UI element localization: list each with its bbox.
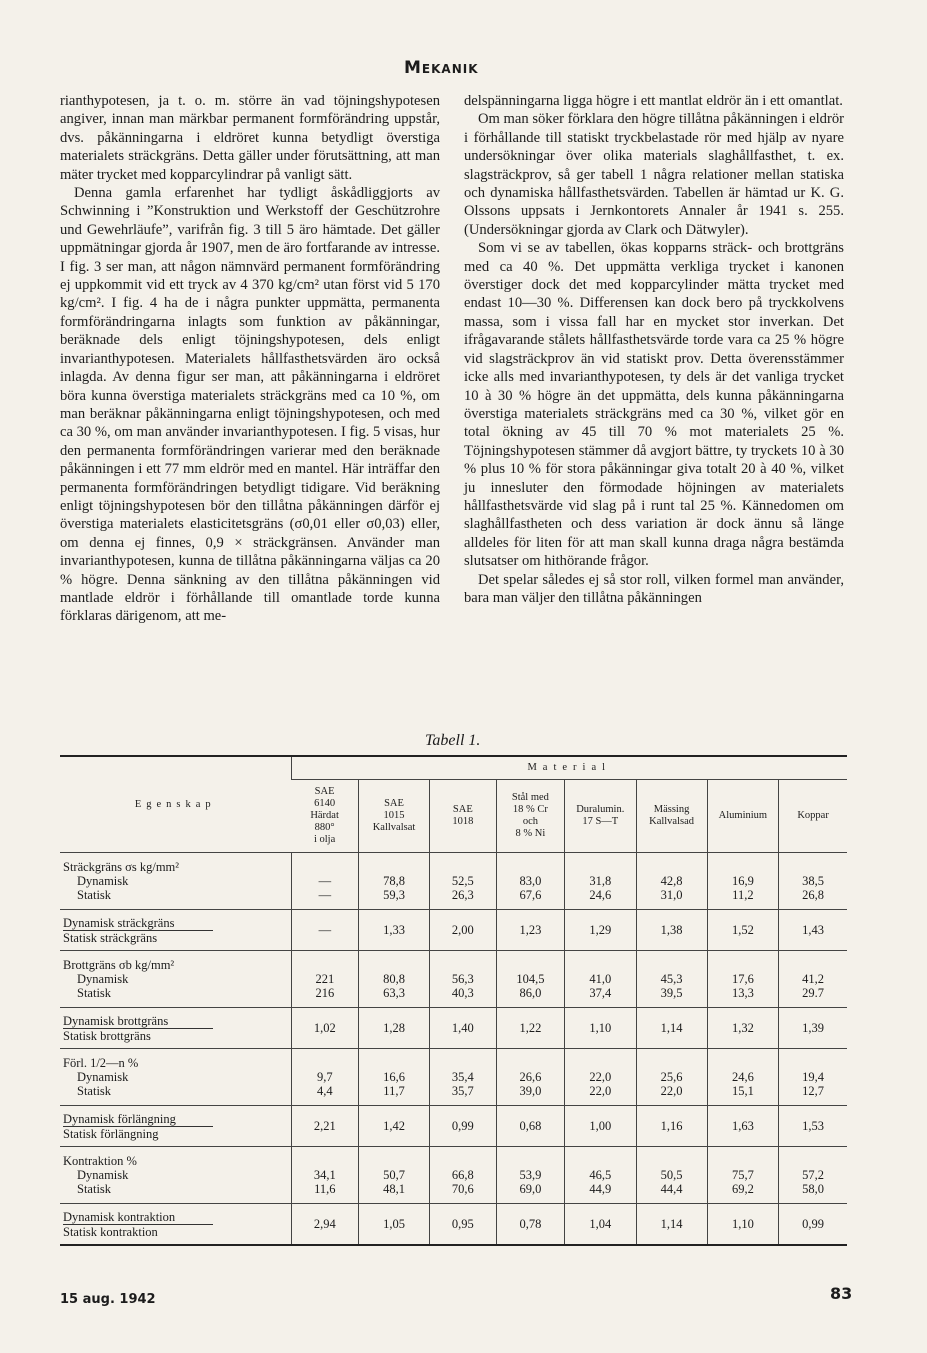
cell-value: 1,10 (589, 1021, 612, 1035)
cell-value: 0,95 (451, 1217, 474, 1231)
cell-value: 40,3 (451, 986, 474, 1000)
property-cell (60, 1147, 291, 1204)
value-cell (564, 951, 636, 1008)
cell-value: 0,78 (519, 1217, 542, 1231)
cell-value: 2,94 (313, 1217, 336, 1231)
row-label: Statisk (77, 1182, 112, 1196)
row-label: Dynamisk (77, 1168, 129, 1182)
cell-value: 12,7 (802, 1084, 825, 1098)
value-cell (779, 1008, 847, 1049)
cell-value: 83,0 (519, 874, 542, 888)
cell-value: 35,7 (451, 1084, 474, 1098)
value-cell (359, 910, 430, 951)
cell-value: 69,0 (519, 1182, 542, 1196)
cell-value: 69,2 (731, 1182, 754, 1196)
cell-value: 70,6 (451, 1182, 474, 1196)
value-cell (564, 1106, 636, 1147)
value-cell (636, 853, 707, 910)
cell-value: 1,14 (660, 1021, 683, 1035)
cell-value: 1,10 (731, 1217, 754, 1231)
value-cell (636, 1008, 707, 1049)
cell-value: 48,1 (383, 1182, 405, 1196)
property-header: Egenskap (134, 798, 216, 810)
table-row (60, 1049, 847, 1106)
cell-value: 1,22 (519, 1021, 542, 1035)
value-cell (636, 1147, 707, 1204)
property-cell (60, 853, 291, 910)
value-cell (636, 1204, 707, 1246)
table-caption: Tabell 1. (425, 732, 481, 749)
cell-value: 31,0 (660, 888, 683, 902)
column-header-line: Stål med (511, 792, 549, 803)
cell-value: 17,6 (731, 972, 754, 986)
cell-value: 58,0 (802, 1182, 825, 1196)
cell-value: — (318, 888, 332, 902)
cell-value: 1,00 (589, 1119, 612, 1133)
table-row (60, 853, 847, 910)
cell-value: 15,1 (731, 1084, 754, 1098)
cell-value: 24,6 (731, 1070, 754, 1084)
row-label: Dynamisk (77, 874, 129, 888)
cell-value: 1,53 (802, 1119, 825, 1133)
paragraph: Det spelar således ej så stor roll, vilken formel man använder, bara man väljer den tillåtna påkänningen (464, 571, 844, 606)
cell-value: 2,00 (451, 923, 474, 937)
cell-value: 216 (315, 986, 335, 1000)
row-label: Dynamisk (77, 972, 129, 986)
column-header-line: 1018 (452, 816, 474, 827)
row-label: Statisk (77, 986, 112, 1000)
property-cell (60, 1106, 291, 1147)
cell-value: 1,04 (589, 1217, 612, 1231)
cell-value: 44,4 (660, 1182, 683, 1196)
paragraph: Som vi se av tabellen, ökas kopparns sträck- och brottgräns med ca 40 %. Det uppmätta verkliga trycket i kanonen överstiger dock det med kopparcylinder mätta trycket med endast 10—30 %. Differensen kan dock bero på tryckkolvens massa, som i vissa fall har en mycket stor inverkan. Det ifrågavarande stålets hållfasthetsvärde torde vara ca 25 % högre vid slagsträckprov än vid statiskt prov. Detta överensstämmer icke alls med invarianthypotesen, ty dels är det vanliga trycket 10 à 30 % högre än det uppmätta, dels kunna påkänningarna överstiga materialets sträckgräns med ca 30 %, vilket gör en total ökning av 45 till 70 % mot materialets 25 %. Töjningshypotesen stämmer då avgjort bättre, ty tryckets 10 à 30 % plus 10 % för stora påkänningar giva totalt 20 à 40 %, vilket ju innesluter den förmodade höjningen av materialets hållfasthetsvärde vid slag på i runt tal 25 %. Kännedomen om slaghållfastheten och dess variation är dock ännu så länge alldeles för liten för att man skall kunna draga några bestämda slutsatser om hithörande frågor. (464, 240, 844, 570)
cell-value: 29.7 (802, 986, 825, 1000)
table-row (60, 1106, 847, 1147)
group-label: Kontraktion % (63, 1154, 137, 1168)
table-row (60, 1204, 847, 1246)
cell-value: 1,43 (802, 923, 825, 937)
row-label: Statisk (77, 1084, 112, 1098)
value-cell (291, 910, 359, 951)
cell-value: 11,2 (732, 888, 754, 902)
column-header (779, 780, 847, 853)
value-cell (564, 1204, 636, 1246)
cell-value: 2,21 (313, 1119, 336, 1133)
value-cell (779, 1049, 847, 1106)
right-column (464, 92, 844, 607)
ratio-denominator: Statisk förlängning (63, 1126, 159, 1141)
cell-value: 26,8 (802, 888, 825, 902)
cell-value: 22,0 (589, 1070, 612, 1084)
section-header: Mekanik (404, 58, 479, 78)
row-label: Dynamisk (77, 1070, 129, 1084)
cell-value: 50,7 (383, 1168, 405, 1182)
value-cell (496, 1147, 564, 1204)
value-cell (291, 1204, 359, 1246)
value-cell (707, 951, 779, 1008)
table-body (60, 853, 847, 1246)
column-header (636, 780, 707, 853)
paragraph: Om man söker förklara den högre tillåtna påkänningen i eldrör i förhållande till statiskt tryckbelastade rör med hjälp av nyare undersökningar över olika materials slaghållfasthet, t. ex. slagsträckprov, så ger tabell 1 några relationer mellan statiska och dynamiska hållfasthetsvärden. Tabellen är hämtad ur K. G. Olssons uppsats i Jernkontorets Annaler år 1941 s. 255. (Undersökningar gjorda av Clark och Dätwyler). (464, 111, 844, 238)
cell-value: 22,0 (660, 1084, 683, 1098)
value-cell (359, 1008, 430, 1049)
value-cell (707, 1204, 779, 1246)
value-cell (429, 1106, 496, 1147)
value-cell (496, 910, 564, 951)
ratio-numerator: Dynamisk brottgräns (63, 1014, 213, 1029)
value-cell (779, 910, 847, 951)
column-header-line: Kallvalsat (372, 822, 416, 833)
value-cell (636, 951, 707, 1008)
value-cell (429, 951, 496, 1008)
cell-value: 53,9 (519, 1168, 542, 1182)
value-cell (636, 1049, 707, 1106)
cell-value: 38,5 (802, 874, 825, 888)
value-cell (496, 1106, 564, 1147)
column-header-line: Mässing (653, 804, 690, 815)
value-cell (359, 1204, 430, 1246)
value-cell (429, 853, 496, 910)
value-cell (359, 951, 430, 1008)
column-header (429, 780, 496, 853)
value-cell (707, 1147, 779, 1204)
property-cell (60, 910, 291, 951)
cell-value: 11,6 (314, 1182, 336, 1196)
property-cell (60, 1008, 291, 1049)
value-cell (636, 910, 707, 951)
cell-value: — (318, 923, 332, 937)
value-cell (291, 951, 359, 1008)
cell-value: 1,42 (383, 1119, 405, 1133)
cell-value: 35,4 (451, 1070, 474, 1084)
cell-value: 46,5 (589, 1168, 612, 1182)
cell-value: 24,6 (589, 888, 612, 902)
column-header-line: 8 % Ni (515, 828, 546, 839)
paragraph: Denna gamla erfarenhet har tydligt åskådliggjorts av Schwinning i ”Konstruktion und Werkstoff der Geschützrohre und Gewehrläufe”, varifrån fig. 3 till 5 äro hämtade. Det gäller uppmätningar gjorda år 1907, men de äro fortfarande av intresse. I fig. 3 ser man, att någon nämnvärd permanent formförändring ej uppkommit vid ett tryck av 4 370 kg/cm² utan först vid 5 170 kg/cm². I fig. 4 ha de i några punkter uppmätta, permanenta formförändringarna inlagts som funktion av påkänningar, beräknade dels enligt töjningshypotesen, dels enligt invarianthypotesen. Materialets hållfasthetsvärden äro också inlagda. Av denna figur ser man, att påkänningarna i eldröret böra kunna överstiga materialets sträckgräns med ca 10 %, om man beräknar påkänningarna enligt töjningshypotesen, och med ca 30 %, om man använder invarianthypotesen. I fig. 5 visas, hur den permanenta formförändringen varierar med den beräknade påkänningen i ett 77 mm eldrör med en mantel. Här inträffar den permanenta formförändringen betydligt tidigare. Vid beräkning enligt töjningshypotesen bör den tillåtna påkänningen därför ej överstiga materialets elasticitetsgräns (σ0,01 eller σ0,03) eller, om denna ej finnes, 0,9 × sträckgränsen. Använder man invarianthypotesen, kunna de tillåtna påkänningarna väljas ca 20 % högre. Denna sänkning av den tillåtna påkänningen vid mantlade eldrör i förhållande till omantlade torde kunna förklaras därigenom, att me- (60, 185, 440, 625)
cell-value: 41,0 (589, 972, 612, 986)
property-cell (60, 1049, 291, 1106)
column-header-line: Duralumin. (576, 804, 625, 815)
value-cell (496, 1049, 564, 1106)
cell-value: 1,39 (802, 1021, 825, 1035)
column-header-line: i olja (313, 834, 336, 845)
value-cell (779, 1106, 847, 1147)
cell-value: 42,8 (660, 874, 683, 888)
column-header (359, 780, 430, 853)
value-cell (429, 1147, 496, 1204)
cell-value: 39,5 (660, 986, 683, 1000)
value-cell (359, 1049, 430, 1106)
table-row (60, 910, 847, 951)
ratio-numerator: Dynamisk sträckgräns (63, 916, 213, 931)
paragraph: rianthypotesen, ja t. o. m. större än vad töjningshypotesen angiver, innan man märkbar permanent formförändring uppstår, dvs. påkänningarna i eldröret kunna betydligt överstiga materialets sträckgräns. Detta gäller under förutsättning, att man mäter trycket med kopparcylindrar på vanligt sätt. (60, 93, 440, 183)
value-cell (359, 853, 430, 910)
cell-value: 45,3 (660, 972, 683, 986)
value-cell (564, 1147, 636, 1204)
column-header-line: 880° (314, 822, 335, 833)
column-header (496, 780, 564, 853)
cell-value: 78,8 (383, 874, 405, 888)
cell-value: 50,5 (660, 1168, 683, 1182)
row-label: Statisk (77, 888, 112, 902)
cell-value: 67,6 (519, 888, 542, 902)
left-column (60, 92, 440, 626)
value-cell (291, 1049, 359, 1106)
cell-value: 26,3 (451, 888, 474, 902)
value-cell (429, 1204, 496, 1246)
cell-value: 25,6 (660, 1070, 683, 1084)
value-cell (359, 1106, 430, 1147)
cell-value: 1,32 (731, 1021, 754, 1035)
property-cell (60, 951, 291, 1008)
cell-value: 44,9 (589, 1182, 612, 1196)
column-header-line: 6140 (314, 798, 336, 809)
column-header-line: SAE (384, 798, 404, 809)
cell-value: 39,0 (519, 1084, 542, 1098)
cell-value: 1,52 (731, 923, 754, 937)
column-header (564, 780, 636, 853)
cell-value: 34,1 (313, 1168, 336, 1182)
value-cell (291, 1008, 359, 1049)
value-cell (779, 1147, 847, 1204)
value-cell (564, 1008, 636, 1049)
table-row (60, 1147, 847, 1204)
column-header-line: 18 % Cr (512, 804, 548, 815)
value-cell (496, 1204, 564, 1246)
cell-value: — (318, 874, 332, 888)
value-cell (291, 853, 359, 910)
value-cell (496, 853, 564, 910)
value-cell (564, 1049, 636, 1106)
cell-value: 1,14 (660, 1217, 683, 1231)
column-header (291, 780, 359, 853)
page-number: 83 (830, 1284, 853, 1303)
ratio-denominator: Statisk sträckgräns (63, 930, 158, 945)
value-cell (429, 1049, 496, 1106)
cell-value: 31,8 (589, 874, 612, 888)
value-cell (779, 1204, 847, 1246)
value-cell (564, 910, 636, 951)
column-header (707, 780, 779, 853)
value-cell (429, 1008, 496, 1049)
material-header: Material (291, 756, 847, 780)
cell-value: 63,3 (383, 986, 405, 1000)
value-cell (707, 910, 779, 951)
cell-value: 1,40 (451, 1021, 474, 1035)
table-row (60, 1008, 847, 1049)
cell-value: 19,4 (802, 1070, 825, 1084)
cell-value: 0,99 (802, 1217, 825, 1231)
cell-value: 56,3 (451, 972, 474, 986)
cell-value: 1,63 (731, 1119, 754, 1133)
cell-value: 80,8 (383, 972, 405, 986)
value-cell (359, 1147, 430, 1204)
column-header-line: Koppar (797, 810, 829, 821)
column-header-line: och (522, 816, 538, 827)
column-header-line: Kallvalsad (649, 816, 695, 827)
paragraph: delspänningarna ligga högre i ett mantlat eldrör än i ett omantlat. (464, 93, 843, 109)
ratio-denominator: Statisk kontraktion (63, 1224, 158, 1239)
ratio-denominator: Statisk brottgräns (63, 1028, 151, 1043)
cell-value: 221 (315, 972, 335, 986)
column-header-line: 1015 (383, 810, 405, 821)
cell-value: 57,2 (802, 1168, 825, 1182)
column-header-line: Härdat (310, 810, 339, 821)
group-label: Sträckgräns σs kg/mm² (63, 860, 180, 874)
ratio-numerator: Dynamisk förlängning (63, 1112, 213, 1127)
column-header-line: SAE (452, 804, 473, 815)
cell-value: 1,05 (383, 1217, 405, 1231)
cell-value: 16,9 (731, 874, 754, 888)
cell-value: 75,7 (731, 1168, 754, 1182)
cell-value: 1,38 (660, 923, 683, 937)
cell-value: 11,7 (383, 1084, 405, 1098)
property-cell (60, 1204, 291, 1246)
value-cell (707, 1008, 779, 1049)
cell-value: 52,5 (451, 874, 474, 888)
cell-value: 1,23 (519, 923, 542, 937)
material-table (60, 755, 847, 1246)
value-cell (564, 853, 636, 910)
group-label: Förl. 1/2—n % (63, 1056, 139, 1070)
column-header-line: Aluminium (718, 810, 768, 821)
cell-value: 0,99 (451, 1119, 474, 1133)
cell-value: 26,6 (519, 1070, 542, 1084)
cell-value: 104,5 (516, 972, 545, 986)
cell-value: 37,4 (589, 986, 612, 1000)
value-cell (779, 853, 847, 910)
value-cell (707, 853, 779, 910)
cell-value: 22,0 (589, 1084, 612, 1098)
cell-value: 41,2 (802, 972, 825, 986)
value-cell (291, 1147, 359, 1204)
cell-value: 13,3 (731, 986, 754, 1000)
footer-date: 15 aug. 1942 (60, 1292, 156, 1307)
value-cell (707, 1049, 779, 1106)
cell-value: 1,16 (660, 1119, 683, 1133)
cell-value: 4,4 (317, 1084, 333, 1098)
group-label: Brottgräns σb kg/mm² (63, 958, 175, 972)
cell-value: 1,29 (589, 923, 612, 937)
value-cell (496, 1008, 564, 1049)
cell-value: 66,8 (451, 1168, 474, 1182)
cell-value: 1,28 (383, 1021, 405, 1035)
value-cell (291, 1106, 359, 1147)
value-cell (496, 951, 564, 1008)
value-cell (707, 1106, 779, 1147)
column-header-line: 17 S—T (582, 816, 619, 827)
cell-value: 0,68 (519, 1119, 542, 1133)
cell-value: 1,02 (313, 1021, 336, 1035)
value-cell (429, 910, 496, 951)
column-header-line: SAE (314, 786, 335, 797)
cell-value: 16,6 (383, 1070, 405, 1084)
cell-value: 59,3 (383, 888, 405, 902)
ratio-numerator: Dynamisk kontraktion (63, 1210, 213, 1225)
value-cell (636, 1106, 707, 1147)
cell-value: 1,33 (383, 923, 405, 937)
cell-value: 86,0 (519, 986, 542, 1000)
table-row (60, 951, 847, 1008)
value-cell (779, 951, 847, 1008)
cell-value: 9,7 (317, 1070, 333, 1084)
